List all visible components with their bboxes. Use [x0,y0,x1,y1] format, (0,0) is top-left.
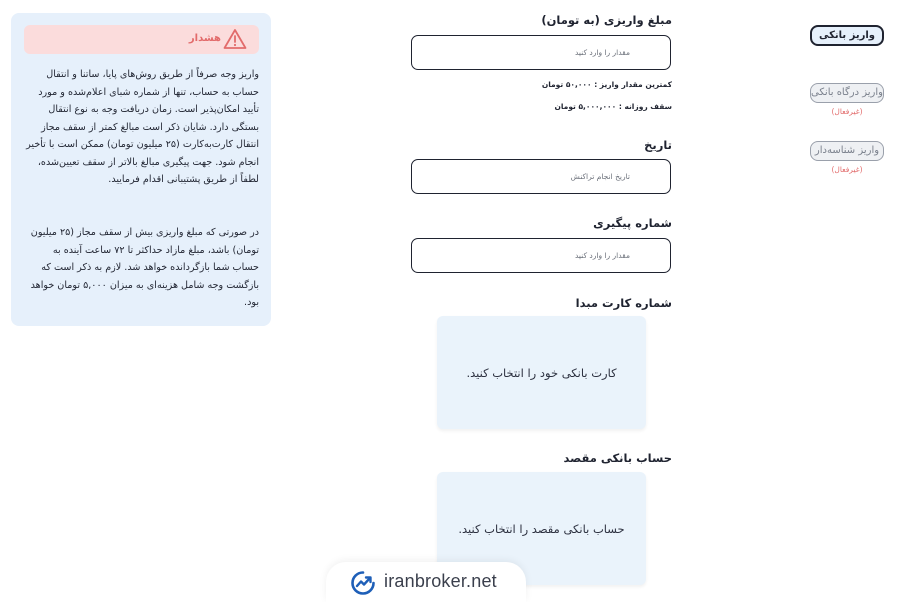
tracking-placeholder: مقدار را وارد کنید [574,251,630,260]
amount-placeholder: مقدار را وارد کنید [574,48,630,57]
iranbroker-logo-icon [350,570,376,596]
date-input[interactable] [411,159,671,194]
amount-input[interactable] [411,35,671,70]
watermark [326,562,526,602]
dest-account-label: حساب بانکی مقصد [563,451,672,465]
date-placeholder: تاریخ انجام تراکنش [570,172,630,181]
warning-paragraph-1: واریز وجه صرفاً از طریق روش‌های پایا، ساتنا و انتقال حساب به حساب، تنها از شماره شبای اعلام‌شده و مورد تأیید امکان‌پذیر است. زمان دریافت وجه به نوع انتقال بستگی دارد. شایان ذکر است مبالغ کمتر از سقف مجاز انتقال کارت‌به‌کارت (۲۵ میلیون تومان) ممکن است با تأخیر انجام شود. جهت پیگیری مبالغ بالاتر از سقف تعیین‌شده، لطفاً از طریق پشتیبانی اقدام فرمایید. [26,69,259,185]
dest-account-text: حساب بانکی مقصد را انتخاب کنید. [458,521,625,536]
amount-label: مبلغ واریزی (به تومان) [541,13,672,27]
tab-id-disabled-note: (غیرفعال) [831,165,863,174]
warning-paragraph-2: در صورتی که مبلغ واریزی بیش از سقف مجاز (۲۵ میلیون تومان) باشد، مبلغ مازاد حداکثر تا ۷۲ ساعت آینده به حساب شما بازگردانده خواهد شد. لازم به ذکر است که بازگشت وجه شامل هزینه‌ای به میزان ۵,۰۰۰ تومان خواهد بود. [30,227,259,308]
source-card-text: کارت بانکی خود را انتخاب کنید. [466,365,617,380]
tracking-input[interactable] [411,238,671,273]
tab-bank-deposit[interactable]: واریز بانکی [810,25,884,46]
min-deposit-value: ۵۰,۰۰۰ تومان [541,80,592,89]
watermark-text: iranbroker.net [384,571,497,591]
daily-limit-info [554,102,672,111]
warning-title: هشدار [188,33,221,44]
tab-id-deposit[interactable]: واریز شناسه‌دار [810,141,884,161]
source-card-label: شماره کارت مبدا [575,296,672,310]
warning-panel [11,13,271,326]
date-label: تاریخ [644,138,672,152]
tab-gateway-disabled-note: (غیرفعال) [831,107,863,116]
daily-limit-label: سقف روزانه : [618,102,672,111]
tracking-label: شماره پیگیری [593,216,672,230]
warning-triangle-icon [223,28,247,50]
daily-limit-value: ۵,۰۰۰,۰۰۰ تومان [554,102,617,111]
tab-gateway-deposit[interactable]: واریز درگاه بانکی [810,83,884,103]
warning-header [24,25,259,54]
min-deposit-info [542,80,672,89]
source-card-selector[interactable] [437,316,646,429]
min-deposit-label: کمترین مقدار واریز : [594,80,672,89]
